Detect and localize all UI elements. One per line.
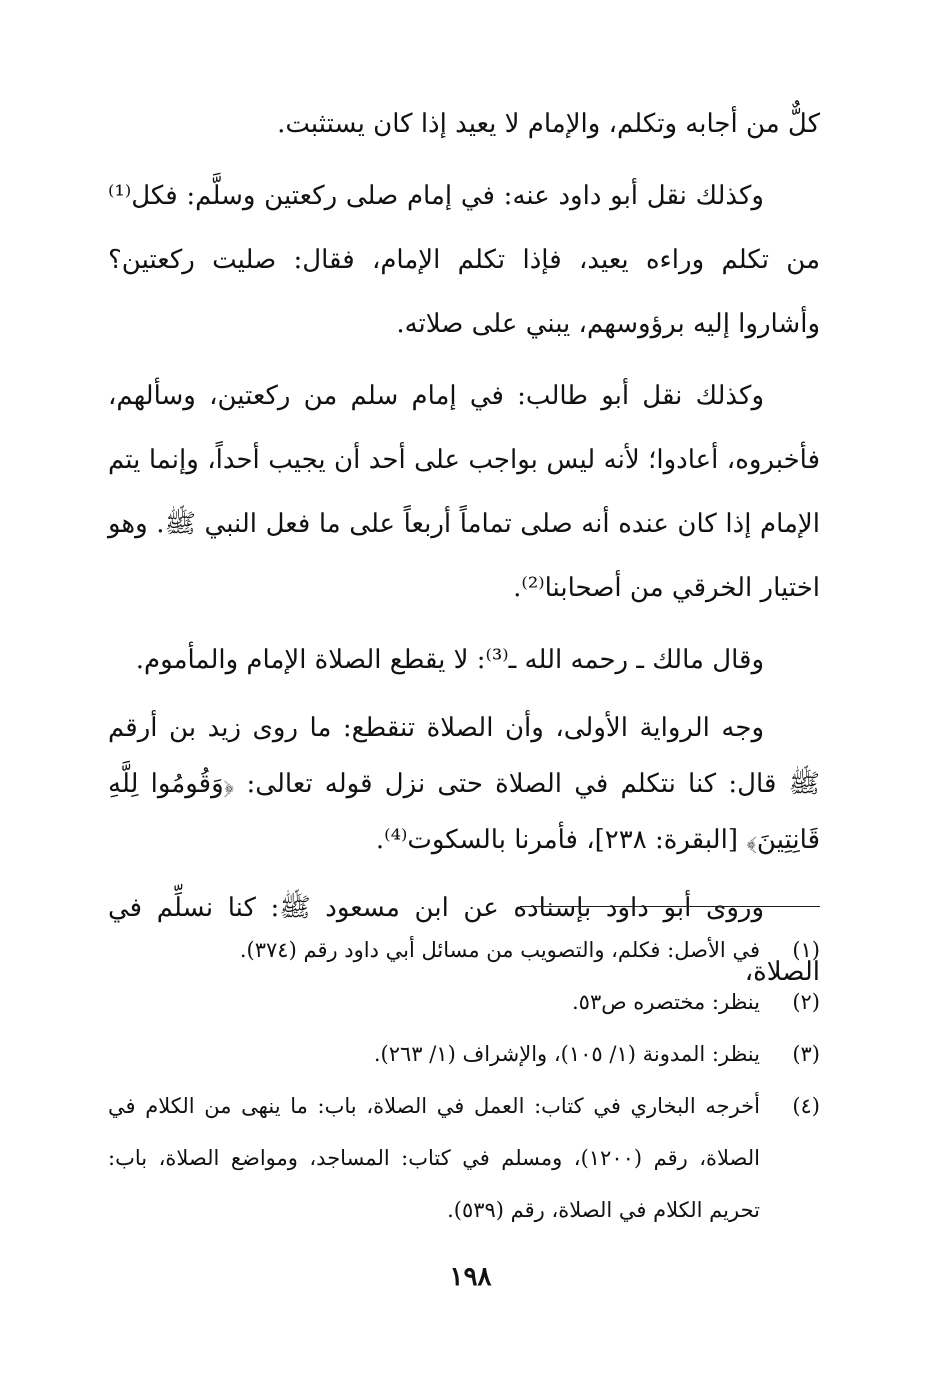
page-number: ١٩٨ (449, 1262, 492, 1292)
footnote-number: (٣) (792, 1042, 820, 1066)
paragraph-4: وقال مالك ـ رحمه الله ـ⁽³⁾: لا يقطع الصلاة الإمام والمأموم. (135, 645, 764, 675)
paragraph-3: وكذلك نقل أبو طالب: في إمام سلم من ركعتين، وسألهم، فأخبروه، أعادوا؛ لأنه ليس بواجب على أحد أن يجيب أحداً، وإنما يتم الإمام إذا كان عنده أنه صلى تماماً أربعاً على ما فعل النبي ﷺ. وهو اختيار الخرقي من أصحابنا⁽²⁾. (108, 381, 820, 603)
footnote-4 (108, 1080, 820, 1236)
footnote-number: (٢) (792, 990, 820, 1014)
footnote-2 (108, 976, 820, 1028)
footnote-text: أخرجه البخاري في كتاب: العمل في الصلاة، باب: ما ينهى من الكلام في الصلاة، رقم (١٢٠٠)، ومسلم في كتاب: المساجد، ومواضع الصلاة، باب: تحريم الكلام في الصلاة، رقم (٥٣٩). (108, 1094, 760, 1222)
footnote-text: ينظر: مختصره ص٥٣. (571, 990, 760, 1014)
paragraph-5: وجه الرواية الأولى، وأن الصلاة تنقطع: ما روى زيد بن أرقم ﷺ قال: كنا نتكلم في الصلاة حتى نزل قوله تعالى: ﴿وَقُومُوا لِلَّهِ قَانِتِينَ﴾ [البقرة: ٢٣٨]، فأمرنا بالسكوت⁽⁴⁾. (108, 713, 820, 855)
paragraph-1: كلٌّ من أجابه وتكلم، والإمام لا يعيد إذا كان يستثبت. (277, 109, 820, 139)
footnote-number: (٤) (792, 1094, 820, 1118)
footnote-separator (520, 906, 820, 907)
footnote-text: في الأصل: فكلم، والتصويب من مسائل أبي داود رقم (٣٧٤). (239, 938, 760, 962)
paragraph-2: وكذلك نقل أبو داود عنه: في إمام صلى ركعتين وسلَّم: فكل⁽¹⁾ من تكلم وراءه يعيد، فإذا تكلم الإمام، فقال: صليت ركعتين؟ وأشاروا إليه برؤوسهم، يبني على صلاته. (108, 181, 820, 339)
footnote-3 (108, 1028, 820, 1080)
footnotes (108, 924, 820, 1236)
footnote-number: (١) (792, 938, 820, 962)
paragraph-6: وروى أبو داود بإسناده عن ابن مسعود ﷺ: كنا نسلِّم في الصلاة، (108, 893, 820, 987)
footnote-1 (108, 924, 820, 976)
footnote-text: ينظر: المدونة (١/ ١٠٥)، والإشراف (١/ ٢٦٣). (373, 1042, 760, 1066)
main-text (108, 92, 820, 1012)
